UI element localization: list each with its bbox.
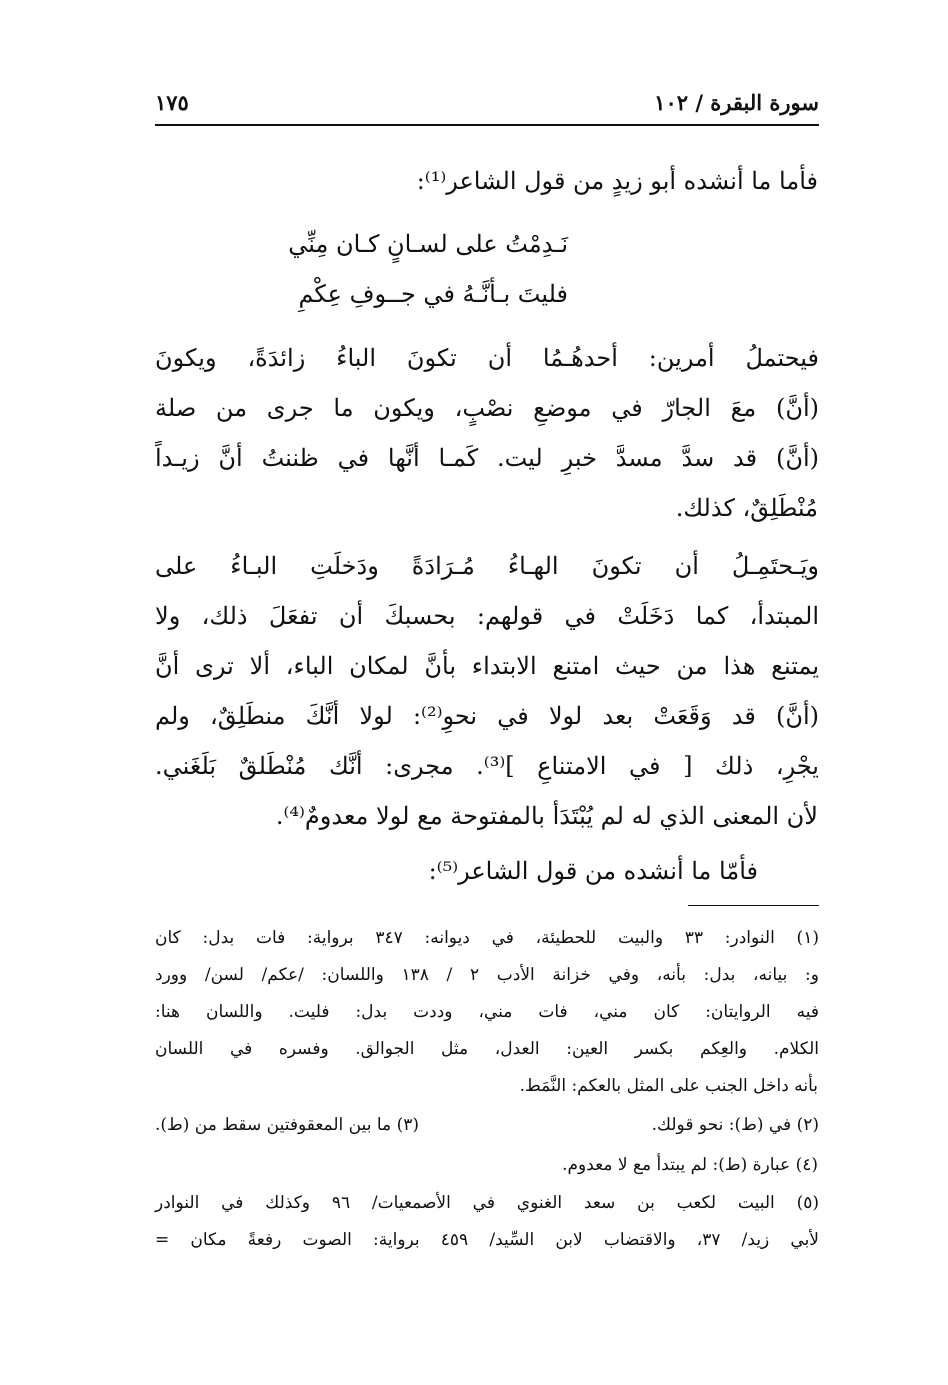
surah-title: سورة البقرة / ١٠٢ bbox=[654, 90, 819, 115]
paragraph-2-line: (أنَّ) قد وَقَعَتْ بعد لولا في نحوِ⁽²⁾: لولا أنَّكَ منطَلِقٌ، ولم bbox=[155, 702, 820, 730]
paragraph-2-line: ويَـحتَمِـلُ أن تكونَ الهـاءُ مُـرَادَةً ودَخلَتِ البـاءُ على bbox=[155, 552, 819, 580]
footnotes-2-3-row bbox=[155, 1110, 819, 1140]
intro-line: فأما ما أنشده أبو زيدٍ من قول الشاعر⁽¹⁾: bbox=[416, 167, 818, 195]
footnote-2: (٢) في (ط): نحو قولك. bbox=[651, 1115, 819, 1135]
page-header bbox=[155, 88, 819, 126]
footnote-3: (٣) ما بين المعقوفتين سقط من (ط). bbox=[155, 1115, 419, 1135]
footnote-1-line: (١) النوادر: ٣٣ والبيت للحطيئة، في ديوانه: ٣٤٧ برواية: فات بدل: كان bbox=[155, 928, 819, 948]
verse-line-2: فليتَ بـأنَّـهُ في جــوفِ عِكْمِ bbox=[298, 280, 568, 308]
verse-line-1: نَـدِمْتُ على لسـانٍ كـان مِنِّي bbox=[288, 230, 568, 258]
paragraph-1-line: (أنَّ) قد سدَّ مسدَّ خبرِ ليت. كَمـا أنَّها في ظننتُ أنَّ زيـداً bbox=[155, 444, 819, 472]
paragraph-2-line: لأن المعنى الذي له لم يُبْتَدَأ بالمفتوحة مع لولا معدومٌ⁽⁴⁾. bbox=[275, 802, 818, 830]
page-number: ١٧٥ bbox=[155, 90, 189, 115]
footnote-5-line: لأبي زيد/ ٣٧، والاقتضاب لابن السِّيد/ ٤٥٩ برواية: الصوت رفعةً مكان = bbox=[155, 1230, 819, 1250]
footnote-separator bbox=[688, 905, 819, 906]
footnote-1-line: فيه الروايتان: كان مني، فات مني، وددت بدل: فليت. واللسان هنا: bbox=[155, 1002, 819, 1022]
paragraph-1-line: مُنْطَلِقٌ، كذلك. bbox=[675, 494, 818, 522]
paragraph-2-line: يمتنع هذا من حيث امتنع الابتداء بأنَّ لمكان الباء، ألا ترى أنَّ bbox=[155, 652, 819, 680]
footnote-1-line: بأنه داخل الجنب على المثل بالعكم: النَّمَط. bbox=[519, 1076, 818, 1096]
paragraph-1-line: فيحتملُ أمرين: أحدهُـمُا أن تكونَ الباءُ زائدَةً، ويكونَ bbox=[155, 344, 819, 372]
footnote-1-line: الكلام. والعِكم بكسر العين: العدل، مثل الجوالق. وفسره في اللسان bbox=[155, 1039, 819, 1059]
paragraph-1-line: (أنَّ) معَ الجارّ في موضعِ نصْبٍ، ويكون ما جرى من صلة bbox=[155, 394, 819, 422]
footnote-1-line: و: بيانه، بدل: بأنه، وفي خزانة الأدب ٢ / ١٣٨ واللسان: /عكم/ لسن/ وورد bbox=[155, 965, 819, 985]
closing-line: فأمّا ما أنشده من قول الشاعر⁽⁵⁾: bbox=[428, 857, 758, 885]
paragraph-2-line: يجْرِ، ذلك [ في الامتناعِ ]⁽³⁾. مجرى: أنَّك مُنْطَلقٌ بَلَغَني. bbox=[155, 752, 819, 780]
footnote-4: (٤) عبارة (ط): لم يبتدأ مع لا معدوم. bbox=[562, 1155, 818, 1175]
footnote-5-line: (٥) البيت لكعب بن سعد الغنوي في الأصمعيات/ ٩٦ وكذلك في النوادر bbox=[155, 1193, 820, 1213]
paragraph-2-line: المبتدأ، كما دَخَلَتْ في قولهم: بحسبكَ أن تفعَلَ ذلك، ولا bbox=[155, 602, 820, 630]
